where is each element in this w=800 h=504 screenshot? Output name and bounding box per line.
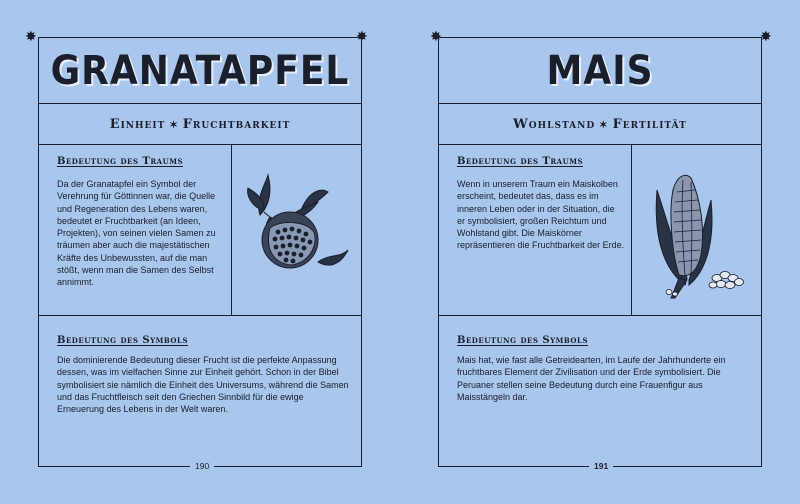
page-number: 190 xyxy=(190,461,214,471)
symbol-text: Die dominierende Bedeutung dieser Frucht ist die perfekte Anpassung dessen, was im vielfachen Sinne zur Einheit gehört. Schon in der Bibel symbolisiert sie nämlich die Einheit des Universums, während die Samen und das Fruchtfleisch seit den Griechen Sinnbild für die ewige Erneuerung des Lebens in der Welt waren. xyxy=(57,355,349,415)
dream-heading: Bedeutung des Traums xyxy=(57,156,184,167)
page-title: MAIS xyxy=(546,48,654,94)
symbol-text: Mais hat, wie fast alle Getreidearten, im Laufe der Jahrhunderte ein fruchtbares Element der Zivilisation und der Erde symbolisiert. Die Peruaner stellen seine Bedeutung durch eine Frauenfigur aus Maisstängeln dar. xyxy=(457,355,726,402)
corn-illustration xyxy=(645,160,750,300)
divider xyxy=(38,103,362,104)
column-divider xyxy=(231,144,232,315)
divider xyxy=(438,103,762,104)
divider xyxy=(438,315,762,316)
star-ornament-icon: ✸ xyxy=(25,29,37,45)
symbol-heading: Bedeutung des Symbols xyxy=(57,335,188,346)
dream-heading: Bedeutung des Traums xyxy=(457,156,584,167)
divider xyxy=(438,144,762,145)
star-ornament-icon: ✸ xyxy=(356,29,368,45)
subtitle-keyword: Fruchtbarkeit xyxy=(182,117,291,132)
star-ornament-icon: ✸ xyxy=(760,29,772,45)
column-divider xyxy=(631,144,632,315)
star-ornament-icon: ✸ xyxy=(430,29,442,45)
page-number: 191 xyxy=(589,461,613,471)
divider xyxy=(38,315,362,316)
subtitle-keyword: Wohlstand xyxy=(513,117,596,132)
subtitle-keyword: Fertilität xyxy=(612,117,687,132)
dream-text: Da der Granatapfel ein Symbol der Verehrung für Göttinnen war, die Quelle und Regeneration des Lebens waren, bedeutet er Fruchtbarkeit (an Ideen, Projekten), von seinen vielen Samen zu träumen aber auch die majestätischen Kräfte des Unbewussten, auf die man stößt, wenn man die Samen des Selbst annimmt. xyxy=(57,179,216,288)
subtitle-keyword: Einheit xyxy=(109,117,166,132)
page-title: GRANATAPFEL xyxy=(50,48,350,94)
symbol-heading: Bedeutung des Symbols xyxy=(457,335,588,346)
star-separator-icon: ✶ xyxy=(169,120,179,131)
subtitle xyxy=(38,117,362,132)
dream-text: Wenn in unserem Traum ein Maiskolben erscheint, bedeutet das, dass es im inneren Leben oder in der Situation, die er symbolisiert, großen Reichtum und Wohlstand gibt. Die Maiskörner repräsentieren die Fruchtbarkeit der Erde. xyxy=(457,179,625,251)
subtitle xyxy=(438,117,762,132)
divider xyxy=(38,144,362,145)
star-separator-icon: ✶ xyxy=(599,120,609,131)
pomegranate-illustration xyxy=(240,170,355,285)
